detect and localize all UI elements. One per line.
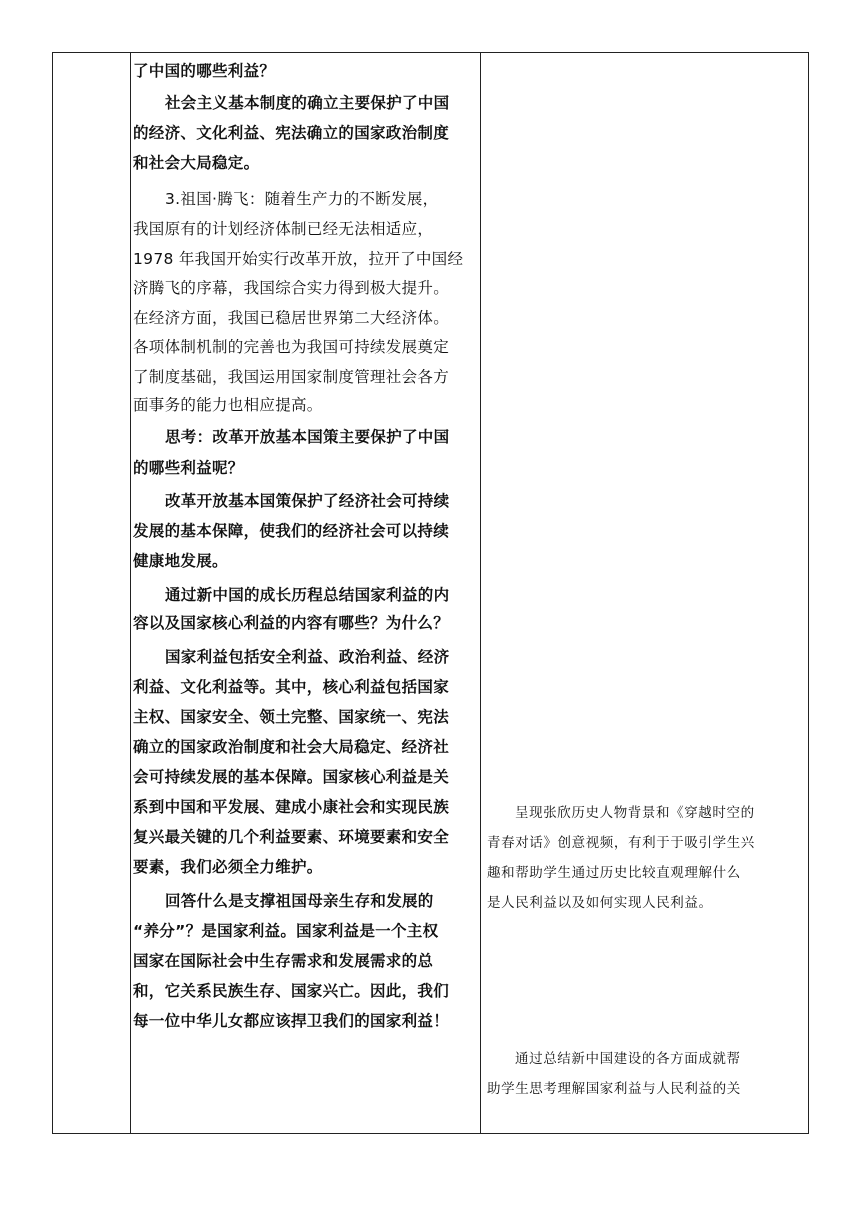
- content-line: 通过新中国的成长历程总结国家利益的内: [165, 586, 450, 604]
- content-line: 会可持续发展的基本保障。国家核心利益是关: [133, 768, 450, 786]
- content-line: 了中国的哪些利益？: [133, 62, 276, 80]
- content-line: 健康地发展。: [133, 552, 228, 570]
- content-line: 面事务的能力也相应提高。: [133, 396, 323, 414]
- content-line: 的哪些利益呢？: [133, 459, 244, 477]
- content-line: 在经济方面，我国已稳居世界第二大经济体。: [133, 309, 450, 327]
- content-line: 济腾飞的序幕，我国综合实力得到极大提升。: [133, 279, 450, 297]
- content-line: 确立的国家政治制度和社会大局稳定、经济社: [133, 738, 450, 756]
- design-note-line: 是人民利益以及如何实现人民利益。: [487, 895, 713, 911]
- content-line: 思考：改革开放基本国策主要保护了中国: [165, 428, 450, 446]
- design-note-line: 通过总结新中国建设的各方面成就帮: [515, 1051, 741, 1067]
- content-line: 和，它关系民族生存、国家兴亡。因此，我们: [133, 982, 450, 1000]
- content-line: 3.祖国·腾飞：随着生产力的不断发展，: [165, 190, 439, 208]
- design-note-line: 呈现张欣历史人物背景和《穿越时空的: [515, 805, 755, 821]
- content-line: 利益、文化利益等。其中，核心利益包括国家: [133, 678, 450, 696]
- design-note-line: 青春对话》创意视频，有利于于吸引学生兴: [487, 835, 755, 851]
- content-line: 了制度基础，我国运用国家制度管理社会各方: [133, 368, 450, 386]
- content-line: 容以及国家核心利益的内容有哪些？为什么？: [133, 614, 450, 632]
- content-line: 国家在国际社会中生存需求和发展需求的总: [133, 952, 434, 970]
- content-line: 的经济、文化利益、宪法确立的国家政治制度: [133, 124, 450, 142]
- content-line: 社会主义基本制度的确立主要保护了中国: [165, 94, 450, 112]
- design-intent-column: [481, 53, 809, 1133]
- content-line: 和社会大局稳定。: [133, 154, 260, 172]
- content-line: 回答什么是支撑祖国母亲生存和发展的: [165, 892, 434, 910]
- content-line: 改革开放基本国策保护了经济社会可持续: [165, 492, 450, 510]
- design-note-line: 趣和帮助学生通过历史比较直观理解什么: [487, 865, 741, 881]
- content-line: 1978 年我国开始实行改革开放，拉开了中国经: [133, 250, 464, 268]
- content-line: 主权、国家安全、领土完整、国家统一、宪法: [133, 708, 450, 726]
- content-line: 每一位中华儿女都应该捍卫我们的国家利益！: [133, 1012, 450, 1030]
- lesson-plan-table: [52, 52, 809, 1134]
- teaching-content-column: [131, 53, 479, 1133]
- content-line: 各项体制机制的完善也为我国可持续发展奠定: [133, 338, 450, 356]
- content-line: 复兴最关键的几个利益要素、环境要素和安全: [133, 828, 450, 846]
- content-line: 我国原有的计划经济体制已经无法相适应，: [133, 220, 434, 238]
- content-line: 国家利益包括安全利益、政治利益、经济: [165, 648, 450, 666]
- design-note-line: 助学生思考理解国家利益与人民利益的关: [487, 1081, 741, 1097]
- content-line: 发展的基本保障，使我们的经济社会可以持续: [133, 522, 450, 540]
- content-line: 要素，我们必须全力维护。: [133, 858, 323, 876]
- content-line: 系到中国和平发展、建成小康社会和实现民族: [133, 798, 450, 816]
- content-line: “养分”？是国家利益。国家利益是一个主权: [133, 922, 439, 940]
